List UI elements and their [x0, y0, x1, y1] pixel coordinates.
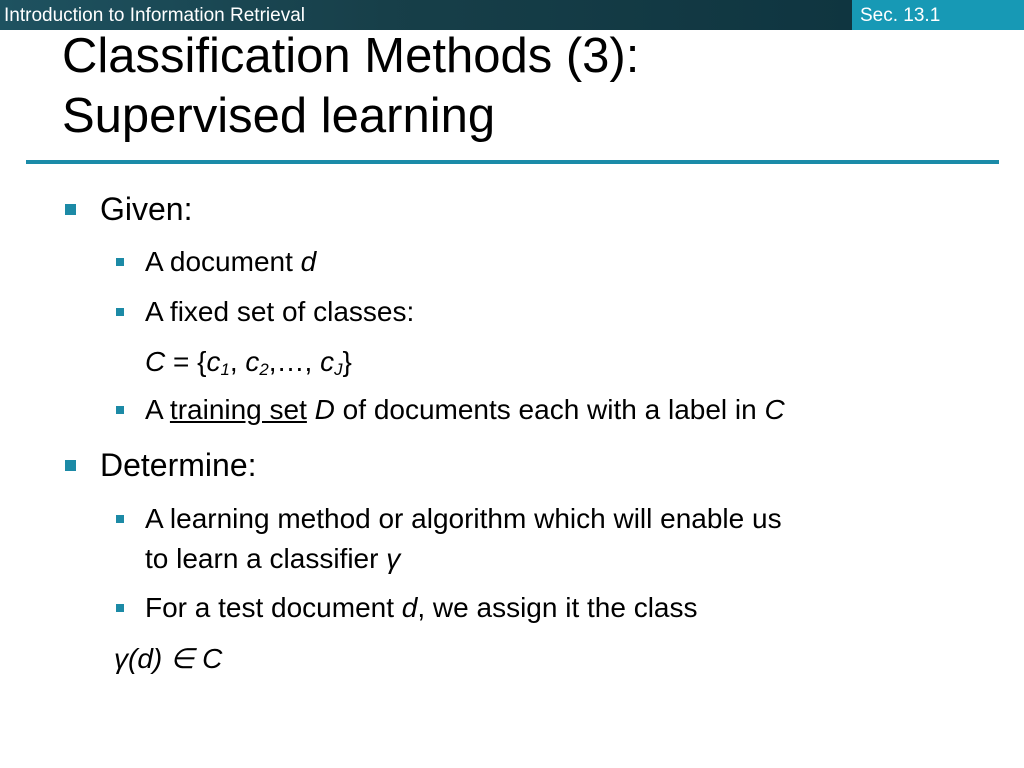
course-title: Introduction to Information Retrieval [4, 5, 305, 26]
list-item-training-set: A training set D of documents each with a label in C [145, 394, 785, 425]
determine-heading: Determine: [100, 447, 257, 483]
bullet-icon [116, 258, 124, 266]
list-item-learning-method-cont: to learn a classifier γ [145, 543, 401, 574]
bullet-icon [116, 515, 124, 523]
bullet-icon [116, 308, 124, 316]
classification-result-formula: γ(d) ∈ C [114, 643, 223, 674]
training-set-term: training set [169, 394, 307, 425]
bullet-icon [65, 460, 76, 471]
list-item-document: A document d [145, 246, 317, 277]
given-heading: Given: [100, 191, 193, 227]
list-item-test-document: For a test document d, we assign it the class [145, 592, 698, 623]
bullet-icon [65, 204, 76, 215]
section-label: Sec. 13.1 [860, 5, 941, 26]
class-set-formula: $C = \{c_1$, $c_2,\dots$, $c_J$} [145, 346, 352, 380]
bullet-icon [116, 406, 124, 414]
list-item-learning-method: A learning method or algorithm which will enable us [145, 503, 782, 534]
title-line-1: Classification Methods (3): [62, 29, 640, 83]
title-line-2: Supervised learning [62, 89, 496, 143]
bullet-icon [116, 604, 124, 612]
list-item-classes: A fixed set of classes: [145, 296, 415, 327]
